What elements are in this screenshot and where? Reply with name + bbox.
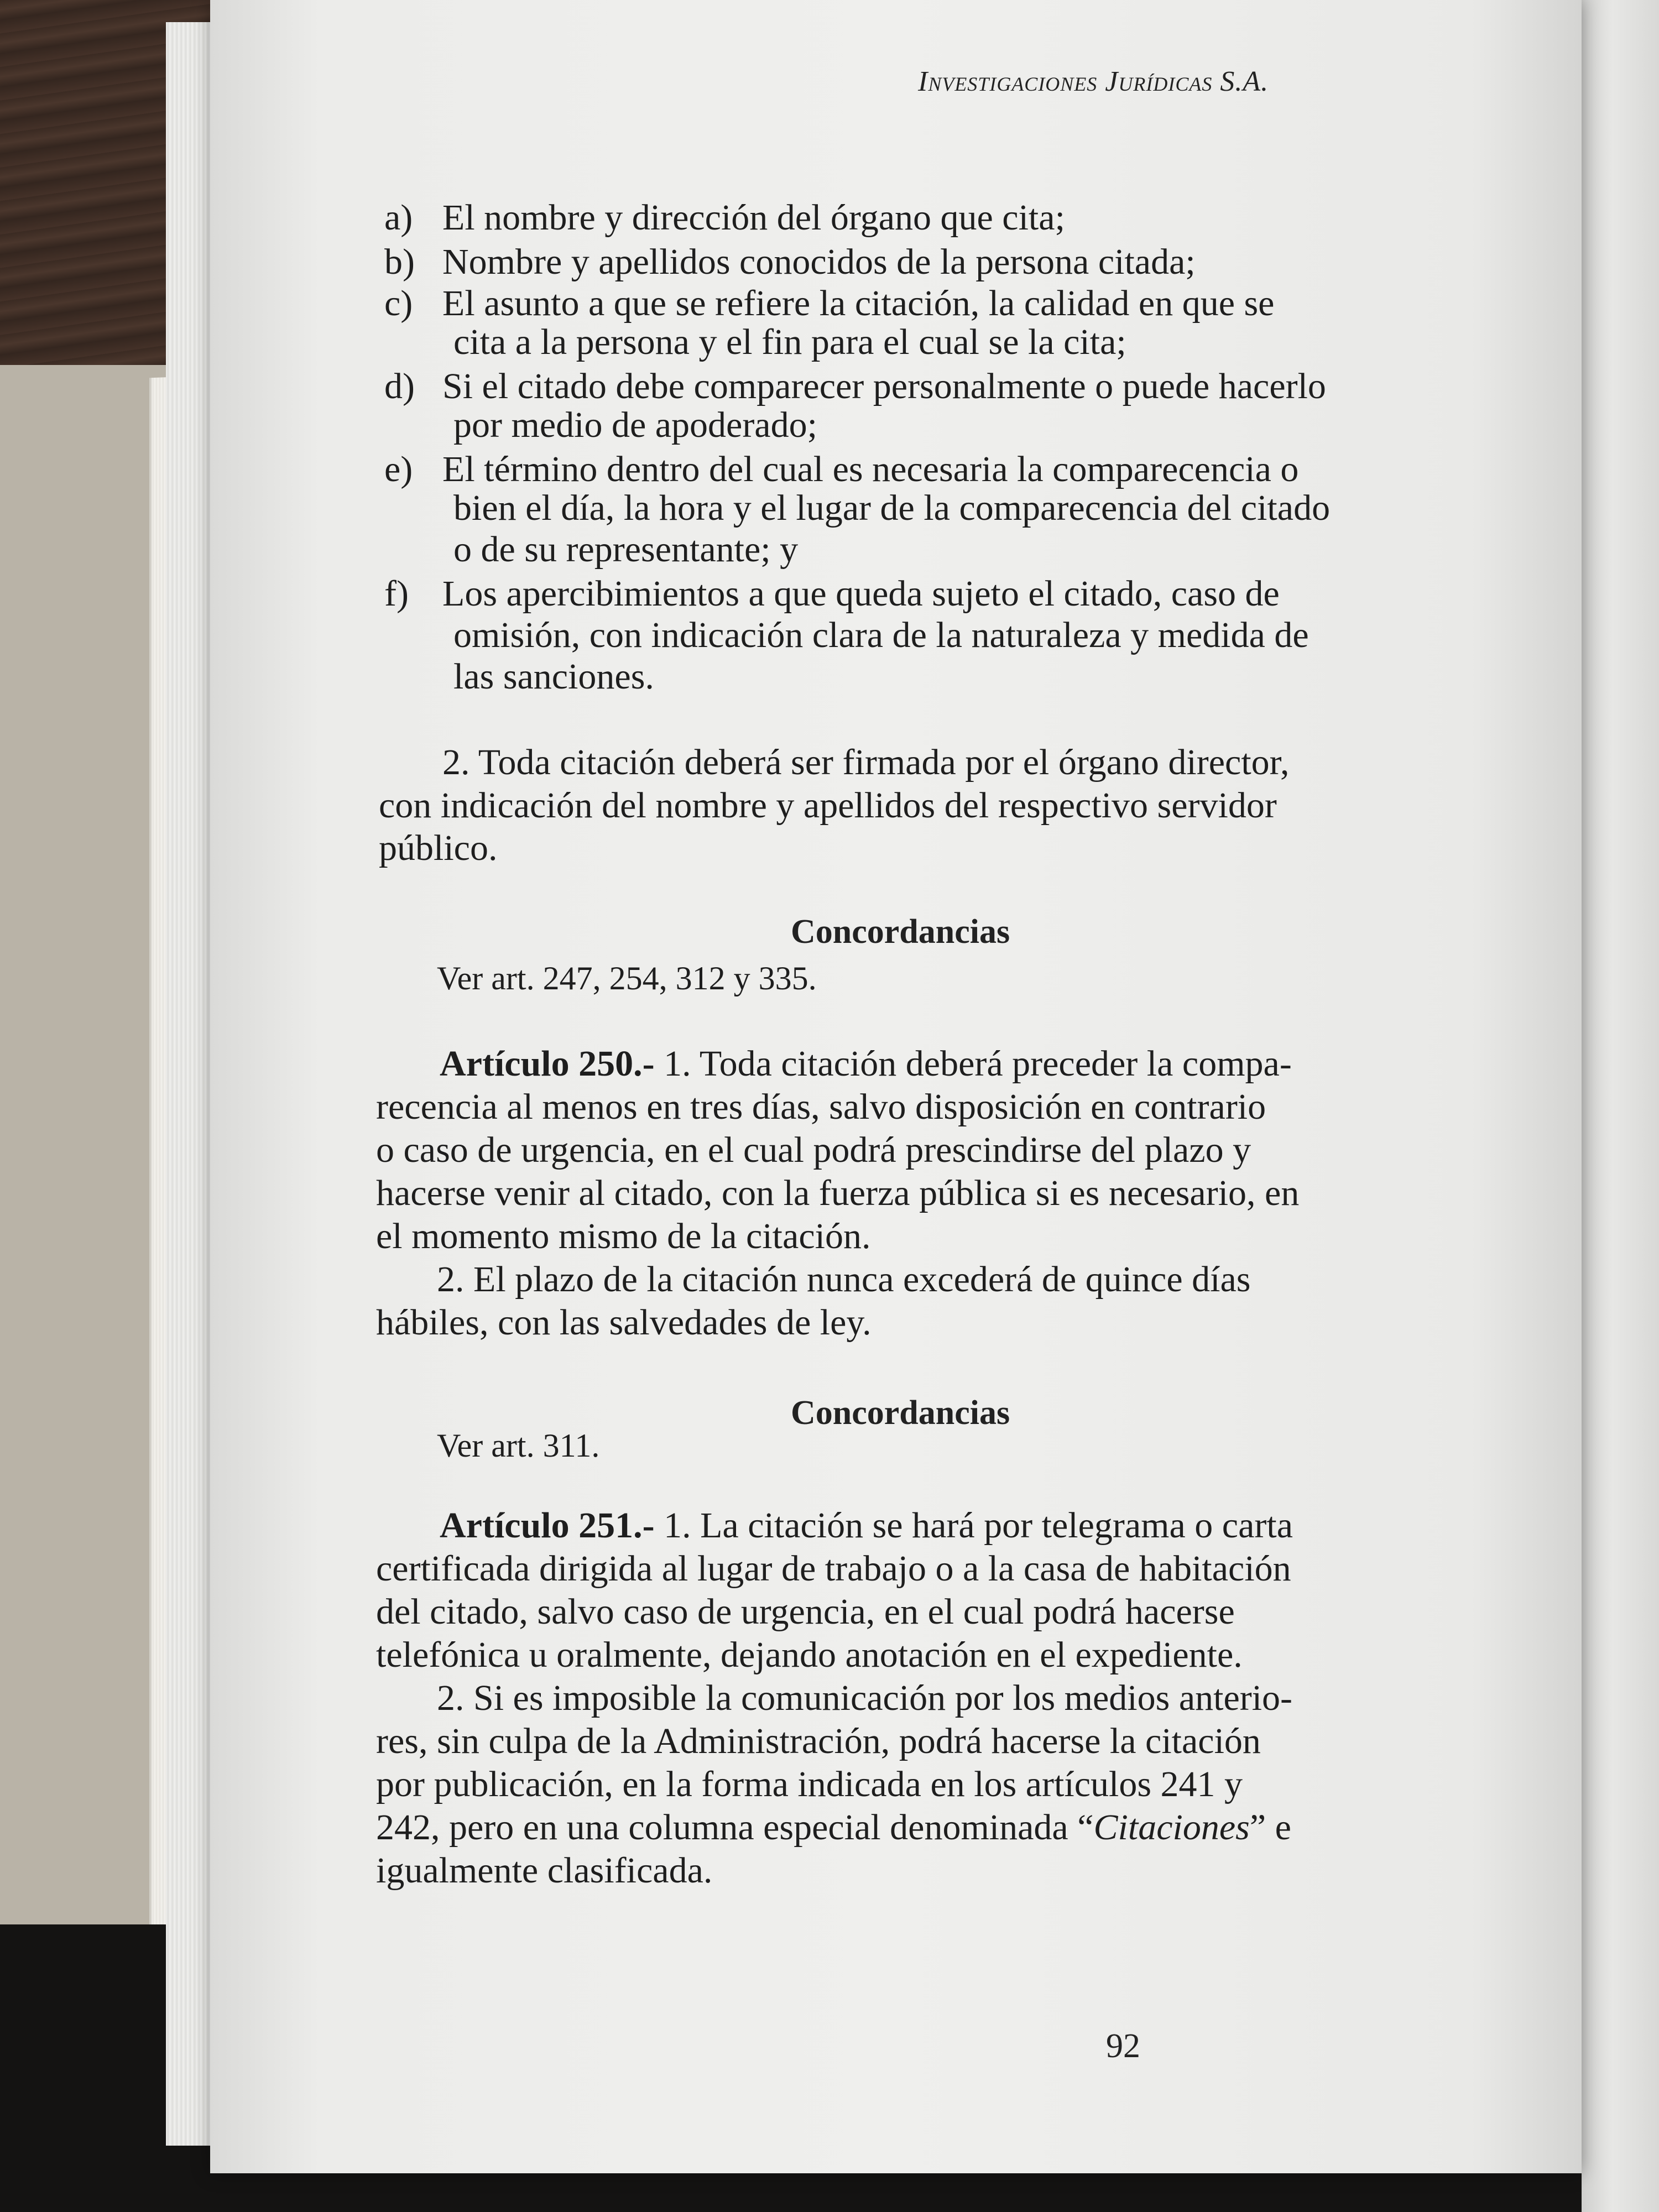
italic-term: Citaciones [1093, 1807, 1250, 1848]
article-line: del citado, salvo caso de urgencia, en el cual podrá hacerse [376, 1592, 1235, 1632]
paragraph-line: 2. Toda citación deberá ser firmada por el órgano director, [442, 742, 1290, 782]
article-line: 2. El plazo de la citación nunca excederá de quince días [437, 1259, 1251, 1300]
list-item-c [384, 282, 1274, 325]
list-text: El nombre y dirección del órgano que cita; [442, 197, 1065, 238]
list-text: Los apercibimientos a que queda sujeto el citado, caso de [442, 573, 1280, 614]
article-line: por publicación, en la forma indicada en los artículos 241 y [376, 1764, 1243, 1804]
left-book-cover [0, 365, 166, 1936]
article-251-first-line [440, 1504, 1293, 1547]
list-text-continuation: cita a la persona y el fin para el cual se la cita; [453, 322, 1126, 362]
list-text-continuation: o de su representante; y [453, 529, 799, 570]
list-marker: b) [384, 242, 415, 282]
page-number: 92 [1106, 2027, 1140, 2065]
article-line: 2. Si es imposible la comunicación por los medios anterio- [437, 1678, 1293, 1718]
article-text: ” e [1249, 1807, 1291, 1848]
article-line: recencia al menos en tres días, salvo disposición en contrario [376, 1087, 1266, 1127]
list-text-continuation: omisión, con indicación clara de la naturaleza y medida de [453, 615, 1309, 655]
article-line: igualmente clasificada. [376, 1850, 713, 1891]
list-item-a [384, 196, 1065, 239]
list-text-continuation: por medio de apoderado; [453, 405, 817, 445]
list-text-continuation: bien el día, la hora y el lugar de la comparecencia del citado [453, 488, 1331, 528]
paragraph-line: con indicación del nombre y apellidos del respectivo servidor [379, 785, 1277, 826]
list-marker: a) [384, 197, 413, 238]
book-page [210, 0, 1582, 2173]
article-line: el momento mismo de la citación. [376, 1216, 871, 1256]
list-marker: d) [384, 366, 415, 406]
article-line: o caso de urgencia, en el cual podrá prescindirse del plazo y [376, 1130, 1251, 1170]
concordancias-reference: Ver art. 311. [437, 1427, 600, 1464]
article-250-heading: Artículo 250.- [440, 1044, 655, 1084]
article-text: 242, pero en una columna especial denominada “ [376, 1807, 1094, 1848]
list-text: Nombre y apellidos conocidos de la persona citada; [442, 242, 1196, 282]
list-text: El término dentro del cual es necesaria la comparecencia o [442, 449, 1299, 489]
paragraph-line: público. [379, 828, 498, 868]
list-marker: f) [384, 573, 409, 614]
article-line: hábiles, con las salvedades de ley. [376, 1302, 872, 1343]
article-line-with-italic [376, 1806, 1291, 1849]
list-item-e [384, 448, 1298, 491]
article-text: 1. Toda citación deberá preceder la compa- [654, 1044, 1292, 1084]
article-line: certificada dirigida al lugar de trabajo o a la casa de habitación [376, 1548, 1291, 1589]
concordancias-heading: Concordancias [791, 1394, 1010, 1432]
list-text-continuation: las sanciones. [453, 656, 654, 697]
article-line: telefónica u oralmente, dejando anotación en el expediente. [376, 1635, 1243, 1675]
article-line: hacerse venir al citado, con la fuerza pública si es necesario, en [376, 1173, 1300, 1213]
article-250-first-line [440, 1042, 1292, 1086]
running-header: Investigaciones Jurídicas S.A. [918, 66, 1269, 97]
list-item-d [384, 365, 1326, 408]
article-line: res, sin culpa de la Administración, podrá hacerse la citación [376, 1721, 1261, 1761]
list-text: El asunto a que se refiere la citación, la calidad en que se [442, 283, 1275, 324]
list-marker: c) [384, 283, 413, 324]
right-facing-page-edge [1582, 0, 1659, 2212]
article-251-heading: Artículo 251.- [440, 1505, 655, 1546]
concordancias-heading: Concordancias [791, 913, 1010, 951]
list-marker: e) [384, 449, 413, 489]
list-item-f [384, 572, 1280, 615]
concordancias-reference: Ver art. 247, 254, 312 y 335. [437, 960, 817, 997]
list-item-b [384, 241, 1196, 284]
list-text: Si el citado debe comparecer personalmente o puede hacerlo [442, 366, 1326, 406]
article-text: 1. La citación se hará por telegrama o carta [654, 1505, 1293, 1546]
